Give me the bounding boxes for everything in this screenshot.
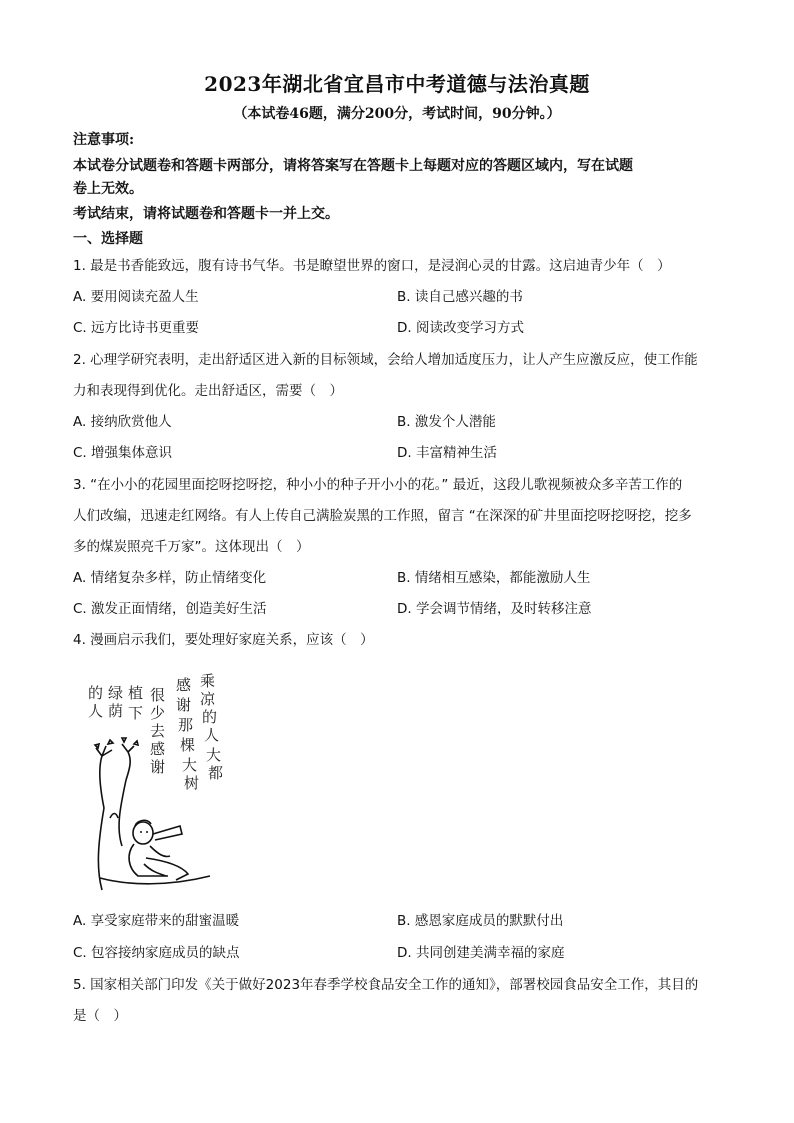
q3-option-c: C. 激发正面情绪，创造美好生活 [73,601,267,617]
q4-option-a: A. 享受家庭带来的甜蜜温暖 [73,913,240,929]
svg-text:谢: 谢 [176,696,192,714]
q3-stem-line-2: 人们改编，迅速走红网络。有人上传自己满脸炭黑的工作照，留言 “在深深的矿井里面挖呀挖呀挖，挖多 [73,508,692,524]
svg-text:感: 感 [150,740,166,758]
q2-stem-line-2: 力和表现得到优化。走出舒适区，需要（ ） [73,383,343,399]
notice-line-3: 考试结束，请将试题卷和答题卡一并上交。 [73,206,339,222]
q5-stem-line-2: 是（ ） [73,1008,127,1024]
svg-text:大: 大 [182,756,198,774]
q2-option-c: C. 增强集体意识 [73,445,173,461]
svg-text:绿: 绿 [108,684,124,702]
svg-text:凉: 凉 [200,690,216,708]
q4-option-d: D. 共同创建美满幸福的家庭 [397,945,565,961]
q1-option-a: A. 要用阅读充盈人生 [73,289,199,305]
q5-stem-line-1: 5. 国家相关部门印发《关于做好2023年春季学校食品安全工作的通知》，部署校园食品安全工作，其目的 [73,977,699,993]
svg-text:的: 的 [88,684,104,702]
svg-text:去: 去 [150,722,166,740]
q2-option-a: A. 接纳欣赏他人 [73,414,172,430]
svg-text:感: 感 [176,676,192,694]
section-heading: 一、选择题 [73,231,143,247]
svg-text:荫: 荫 [108,702,124,720]
q2-stem-line-1: 2. 心理学研究表明，走出舒适区进入新的目标领域，会给人增加适度压力，让人产生应激反应，使工作能 [73,352,698,368]
svg-text:少: 少 [150,704,166,722]
notice-line-1: 本试卷分试题卷和答题卡两部分，请将答案写在答题卡上每题对应的答题区域内，写在试题 [73,158,633,174]
q3-option-d: D. 学会调节情绪，及时转移注意 [397,601,592,617]
q2-option-b: B. 激发个人潜能 [397,414,496,430]
svg-text:那: 那 [178,716,194,734]
notice-heading: 注意事项: [73,132,135,148]
q4-option-b: B. 感恩家庭成员的默默付出 [397,913,564,929]
svg-text:都: 都 [208,764,224,782]
q3-stem-line-1: 3. “在小小的花园里面挖呀挖呀挖，种小小的种子开小小的花。” 最近，这段儿歌视频被众多辛苦工作的 [73,477,683,493]
q1-stem: 1. 最是书香能致远，腹有诗书气华。书是瞭望世界的窗口，是浸润心灵的甘露。这启迪青少年（ ） [73,258,671,274]
svg-text:棵: 棵 [180,736,196,754]
q1-option-c: C. 远方比诗书更重要 [73,320,200,336]
svg-text:人: 人 [204,726,220,744]
exam-subtitle: （本试卷46题，满分200分，考试时间，90分钟。） [233,106,561,122]
q1-option-b: B. 读自己感兴趣的书 [397,289,523,305]
svg-text:乘: 乘 [200,672,216,690]
q4-stem: 4. 漫画启示我们，要处理好家庭关系，应该（ ） [73,632,374,648]
notice-line-2: 卷上无效。 [73,181,143,197]
q3-option-a: A. 情绪复杂多样，防止情绪变化 [73,570,267,586]
family-cartoon-illustration [88,668,228,898]
exam-title: 2023年湖北省宜昌市中考道德与法治真题 [204,72,590,96]
svg-text:大: 大 [206,746,222,764]
q1-option-d: D. 阅读改变学习方式 [397,320,524,336]
svg-text:树: 树 [184,774,200,792]
q4-option-c: C. 包容接纳家庭成员的缺点 [73,945,240,961]
q2-option-d: D. 丰富精神生活 [397,445,497,461]
q3-stem-line-3: 多的煤炭照亮千万家”。这体现出（ ） [73,539,310,555]
svg-text:下: 下 [128,704,144,722]
svg-text:谢: 谢 [150,758,166,776]
q3-option-b: B. 情绪相互感染，都能激励人生 [397,570,591,586]
svg-text:人: 人 [88,702,104,720]
svg-text:很: 很 [150,686,166,704]
svg-text:的: 的 [202,708,218,726]
svg-text:植: 植 [128,684,144,702]
